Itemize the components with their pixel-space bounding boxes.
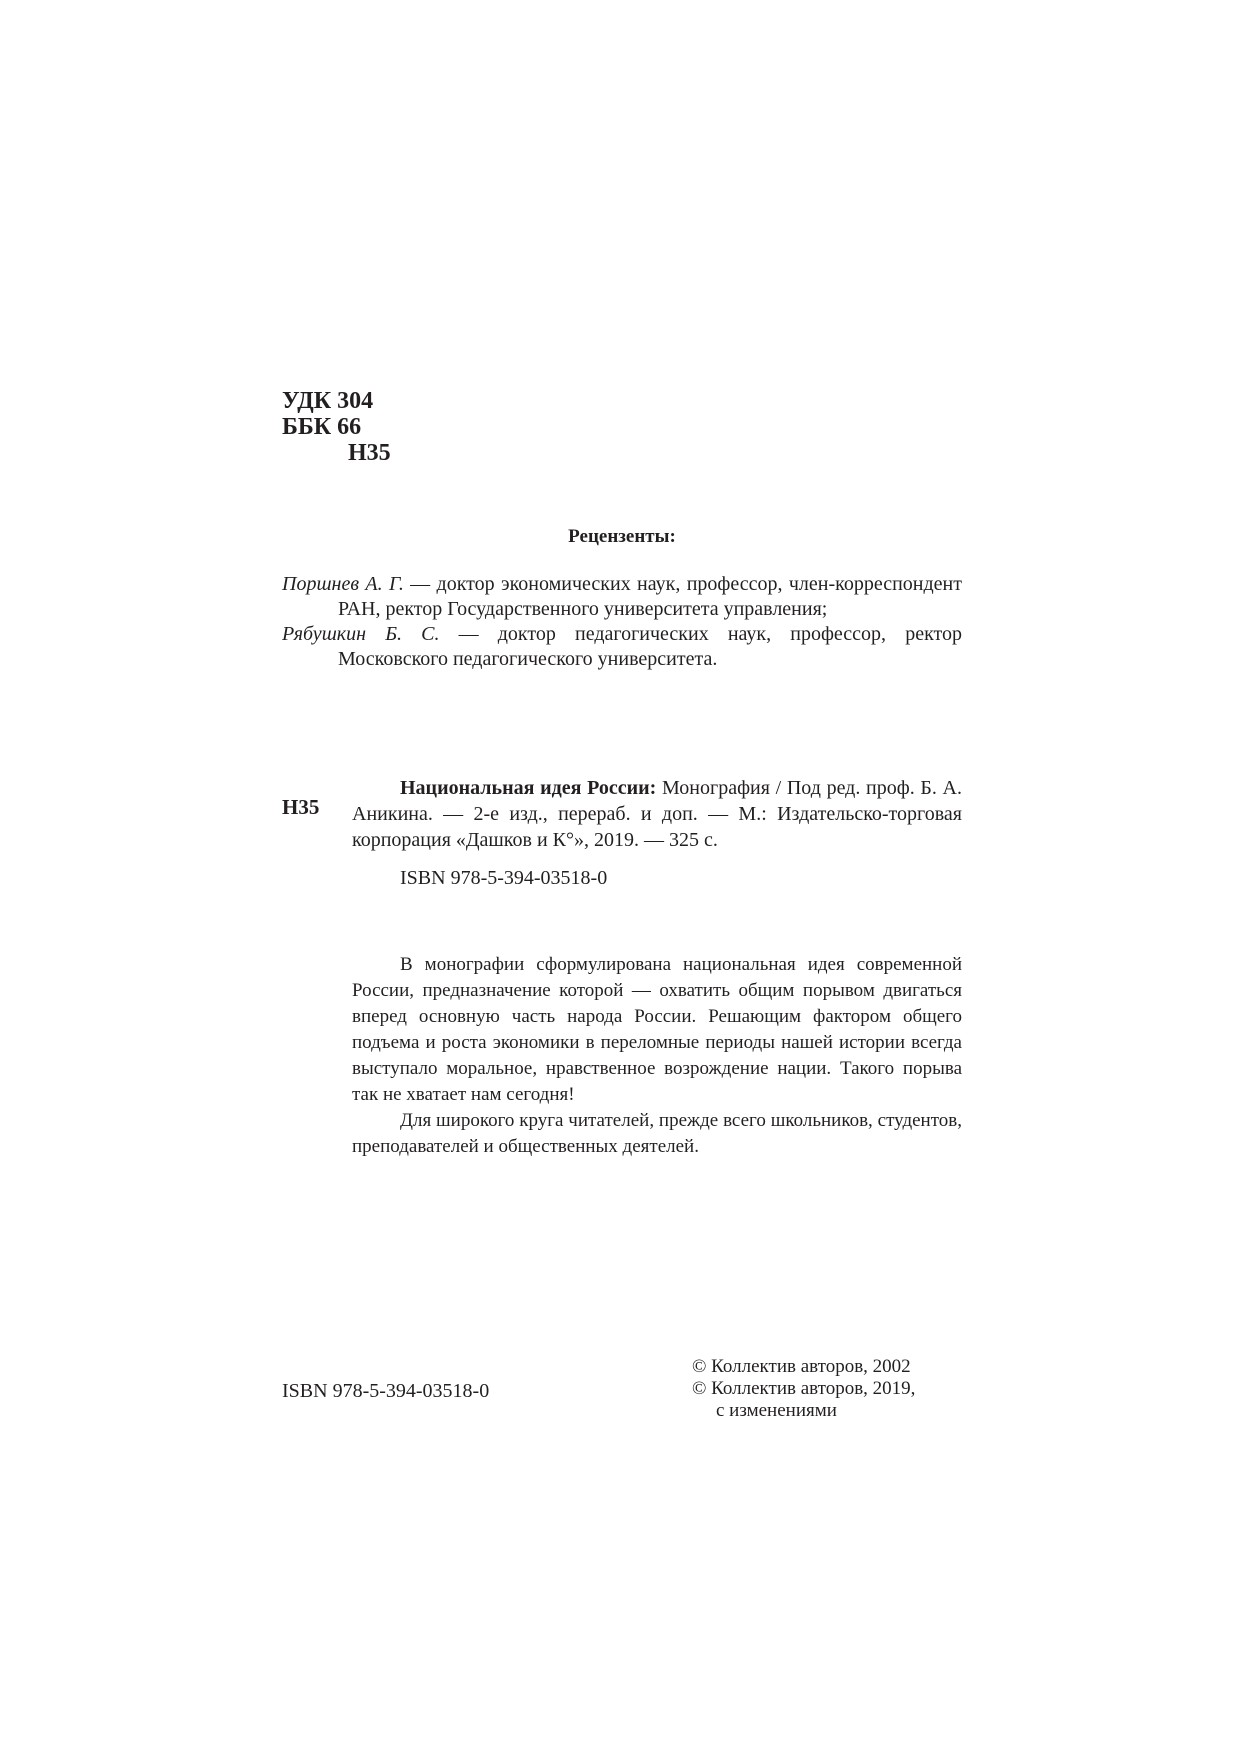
copyright-line: © Коллектив авторов, 2002 (692, 1356, 911, 1377)
copyright-line: с изменениями (716, 1400, 837, 1421)
annotation (352, 952, 962, 1160)
copyright-block (692, 1356, 915, 1422)
catalog-isbn: ISBN 978-5-394-03518-0 (400, 867, 608, 889)
catalog-entry (352, 775, 962, 891)
copyright-line: © Коллектив авторов, 2019, (692, 1378, 916, 1399)
book-description: Монография / Под ред. проф. Б. А. Аникина. — 2-е изд., перераб. и доп. — М.: Издательско-торговая корпорация «Дашков и К°», 2019. — 325 с. (352, 777, 962, 851)
reviewers-list (282, 572, 962, 672)
book-title: Национальная идея России: (400, 777, 657, 799)
reviewer-entry (282, 572, 962, 622)
footer-isbn: ISBN 978-5-394-03518-0 (282, 1380, 490, 1402)
udk-code: УДК 304 (282, 388, 374, 414)
reviewers-heading: Рецензенты: (568, 526, 676, 547)
bibliographic-record (352, 775, 962, 853)
author-sign-code: Н35 (348, 440, 391, 466)
reviewer-description: — доктор педагогических наук, профессор, ректор Московского педагогического университета. (338, 623, 962, 670)
reviewer-name: Рябушкин Б. С. (282, 623, 440, 645)
annotation-paragraph: В монографии сформулирована национальная идея современной России, предназначение которой — охватить общим порывом двигаться вперед основную часть народа России. Решающим фактором общего подъема и роста экономики в переломные периоды нашей истории всегда выступало моральное, нравственное возрождение нации. Такого порыва так не хватает нам сегодня! (352, 954, 962, 1105)
reviewer-name: Поршнев А. Г. (282, 573, 404, 595)
catalog-code: Н35 (282, 795, 320, 819)
bbk-code: ББК 66 (282, 414, 362, 440)
reviewer-description: — доктор экономических наук, профессор, член-корреспондент РАН, ректор Государственного университета управления; (338, 573, 962, 620)
annotation-paragraph: Для широкого круга читателей, прежде всего школьников, студентов, преподавателей и общественных деятелей. (352, 1110, 962, 1157)
reviewer-entry (282, 622, 962, 672)
classification-block (282, 388, 391, 466)
